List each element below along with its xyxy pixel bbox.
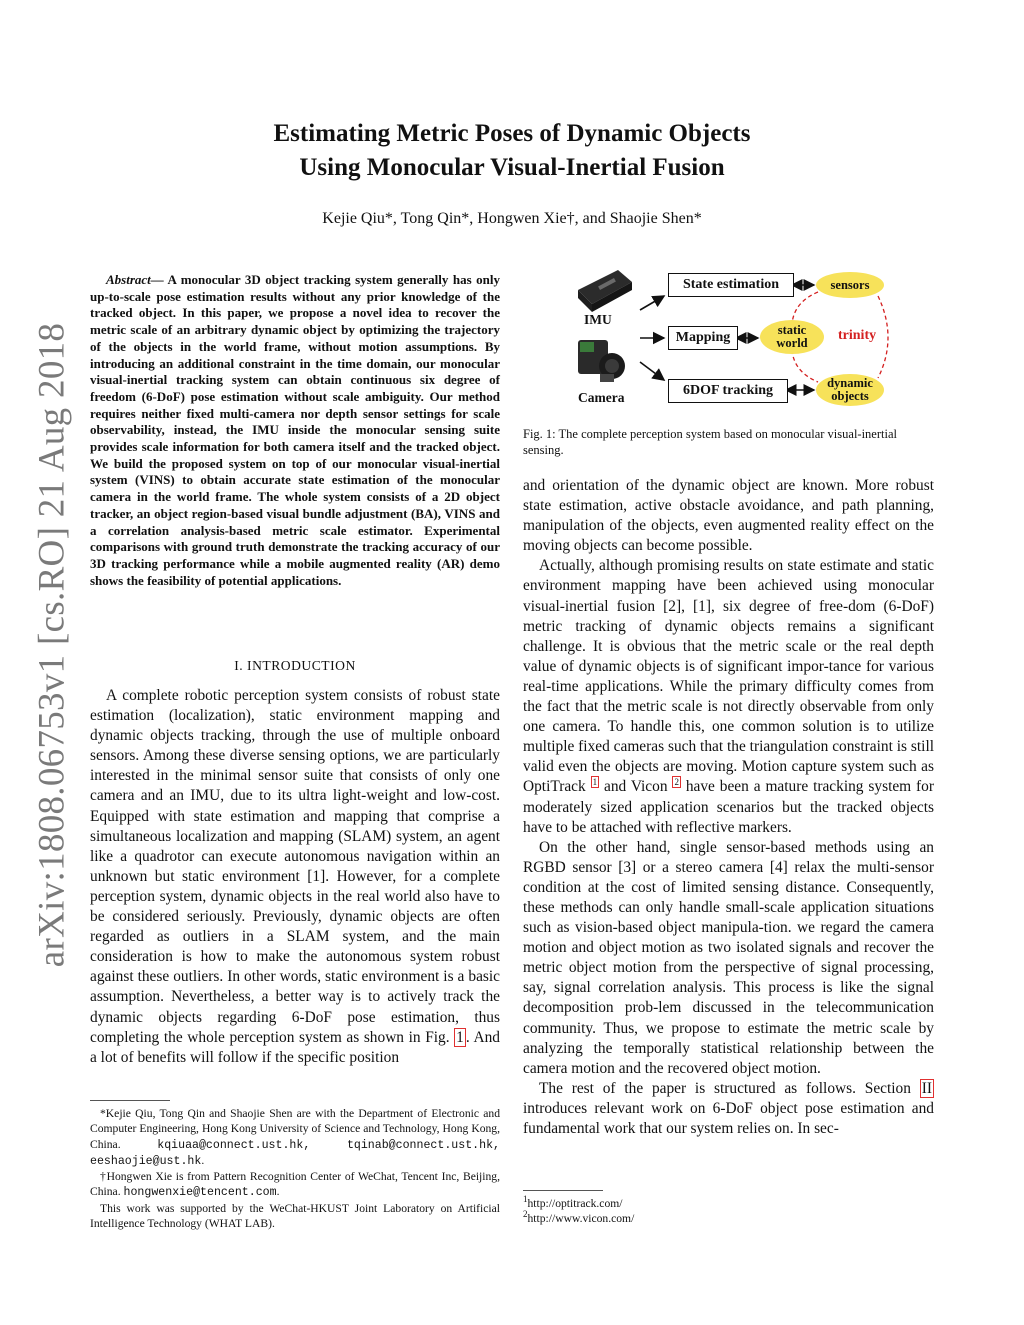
email-hongwenxie[interactable]: hongwenxie@tencent.com	[123, 1186, 277, 1200]
url-footnotes	[523, 1196, 934, 1227]
right-paragraph-4: The rest of the paper is structured as follows. Section II introduces relevant work on 6-DoF object pose estimation and fundamental work that our system relies on. In sec-	[523, 1079, 934, 1137]
footnote-ref-2[interactable]: 2	[674, 777, 679, 788]
abstract-body: A monocular 3D object tracking system generally has only up-to-scale pose estimation results without any prior knowledge of the tracked object. In this paper, we propose a novel idea to recover the metric scale of an arbitrary dynamic object by optimizing the trajectory of the objects in the world frame, without motion assumptions. By introducing an additional constraint in the time domain, our monocular visual-inertial tracking system can obtain continuous six degree of freedom (6-DoF) pose estimation without scale ambiguity. Our method requires neither fixed multi-camera nor depth sensor settings for scale observability, instead, the IMU inside the monocular sensing suite provides scale information for both camera itself and the tracked object. We build the proposed system on top of our monocular visual-inertial system (VINS) to obtain accurate state estimation of the monocular camera in the world frame. The whole system consists of a 2D object tracker, an object region-based visual bundle adjustment (BA), VINS and a correlation analysis-based metric scale estimator. Experimental comparisons with ground truth demonstrate the tracking accuracy of our 3D tracking performance while a mobile augmented reality (AR) demo shows the feasibility of potential applications.	[90, 272, 500, 588]
intro-text-a: A complete robotic perception system consists of robust state estimation (localization), static environment mapping and dynamic objects tracking, through the use of multiple onboard sensors. Among these diverse sensing options, we are particularly interested in the minimal sensor suite that consists of only one camera and an IMU, due to its ultra light-weight and low-cost. Equipped with state estimation and mapping that comprise a simultaneous localization and mapping (SLAM) system, an agent like a quadrotor can execute autonomous navigation within an unknown but static environment [1]. However, for a complete perception system, dynamic objects in the real world also have to be considered seriously. Previously, dynamic objects are often regarded as outliers in a SLAM system, and the main consideration is how to make the autonomous system robust against these outliers. In other words, static environment is a basic assumption. Nevertheless, a better way is to actively track the dynamic objects regarding 6-DoF pose estimation, thus completing the whole perception system as shown in Fig.	[90, 687, 500, 1046]
abstract-label: Abstract—	[106, 272, 164, 287]
paper-title	[180, 117, 844, 185]
author-list: Kejie Qiu*, Tong Qin*, Hongwen Xie†, and Shaojie Shen*	[322, 210, 702, 227]
state-estimation-box: State estimation	[668, 273, 794, 297]
right-paragraph-3: On the other hand, single sensor-based methods using an RGBD sensor [3] or a stereo camera [4] relax the multi-sensor condition at the cost of limited sensing distance. Consequently, these methods can only handle small-scale application situations such as vision-based object manipula-tion. we regard the camera motion and object motion as two isolated signals and recover the metric object motion from the perspective of signal processing, say, signal correlation analysis. This process is like the signal decomposition prob-lem discussed in the telecommunication community. Thus, we propose to estimate the metric scale by analyzing the temporally statistical relationship between the camera motion and the recovered object motion.	[523, 838, 934, 1077]
camera-label: Camera	[578, 390, 625, 405]
intro-paragraph-1	[90, 686, 500, 1068]
right-paragraph-2: Actually, although promising results on state estimate and static environment mapping have been achieved using monocular visual-inertial fusion [2], [1], six degree of free-dom (6-DoF) metric tracking of dynamic objects remains a significant challenge. It is obvious that the metric scale or the real depth value of dynamic objects is of significant impor-tance for various real-time applications. While the primary difficulty comes from the fact that the metric scale is not directly observable from only one camera. To handle this, one common solution is to utilize multiple fixed cameras such that the triangulation constraint is still valid even the objects are moving. Motion capture system such as OptiTrack $^1$ and Vicon $^2$ have been a mature tracking system for moderately sized application scenarios but the tracked objects have to be attached with reflective markers.	[523, 557, 934, 836]
intro-text-b: . And a lot of benefits will follow if the specific position	[90, 1028, 500, 1066]
imu-device-icon	[578, 270, 632, 312]
footnote-support: This work was supported by the WeChat-HKUST Joint Laboratory on Artificial Intelligence Technology (WHAT LAB).	[90, 1201, 500, 1231]
footnote-authors: *Kejie Qiu, Tong Qin and Shaojie Shen are with the Department of Electronic and Computer Engineering, Hong Kong University of Science and Technology, Hong Kong, China. kqiuaa@connect.ust.hk, tqinab@connect.ust.hk, eeshaojie@ust.hk.	[90, 1107, 500, 1168]
figure-ref-link[interactable]: 1	[456, 1028, 464, 1046]
arxiv-stamp	[28, 322, 76, 968]
affiliation-footnotes	[90, 1106, 500, 1231]
right-footnote-divider	[523, 1190, 603, 1191]
figure-1	[560, 262, 900, 412]
url-footnote-2: $^2$http://www.vicon.com/	[523, 1209, 635, 1226]
abstract	[90, 272, 500, 589]
section-ref-link[interactable]: II	[921, 1079, 932, 1097]
title-line-1: Estimating Metric Poses of Dynamic Objects	[273, 120, 751, 147]
title-line-2: Using Monocular Visual-Inertial Fusion	[299, 154, 725, 181]
vicon-url[interactable]: http://www.vicon.com/	[527, 1212, 635, 1226]
section-heading-introduction: I. INTRODUCTION	[234, 658, 356, 673]
imu-label: IMU	[584, 312, 612, 327]
camera-device-icon	[578, 340, 625, 382]
url-footnote-1: $^1$http://optitrack.com/	[523, 1194, 623, 1210]
footnote-xie: †Hongwen Xie is from Pattern Recognition Center of WeChat, Tencent Inc, Beijing, China. hongwenxie@tencent.com.	[90, 1170, 500, 1200]
mapping-box: Mapping	[668, 326, 738, 350]
right-paragraph-1: and orientation of the dynamic object are known. More robust state estimation, active obstacle avoidance, and path planning, manipulation of the objects, even augmented reality effect on the moving objects can become possible.	[523, 477, 934, 555]
figure-1-caption: Fig. 1: The complete perception system based on monocular visual-inertial sensing.	[523, 427, 897, 457]
email-kqiuaa[interactable]: kqiuaa@connect.ust.hk,	[157, 1138, 311, 1152]
footnote-ref-1[interactable]: 1	[592, 777, 598, 788]
static-world-oval: static world	[760, 320, 824, 354]
sensors-oval: sensors	[816, 272, 884, 298]
dynamic-objects-oval: dynamic objects	[816, 374, 884, 406]
optitrack-url[interactable]: http://optitrack.com/	[527, 1197, 623, 1210]
arxiv-stamp-text: arXiv:1808.06753v1 [cs.RO] 21 Aug 2018	[31, 322, 73, 968]
right-column-body	[523, 476, 934, 1139]
6dof-tracking-box: 6DOF tracking	[668, 379, 788, 403]
trinity-label: trinity	[838, 328, 877, 343]
email-tqinab-eeshaojie[interactable]: tqinab@connect.ust.hk, eeshaojie@ust.hk	[90, 1138, 500, 1168]
footnote-divider	[90, 1100, 170, 1101]
